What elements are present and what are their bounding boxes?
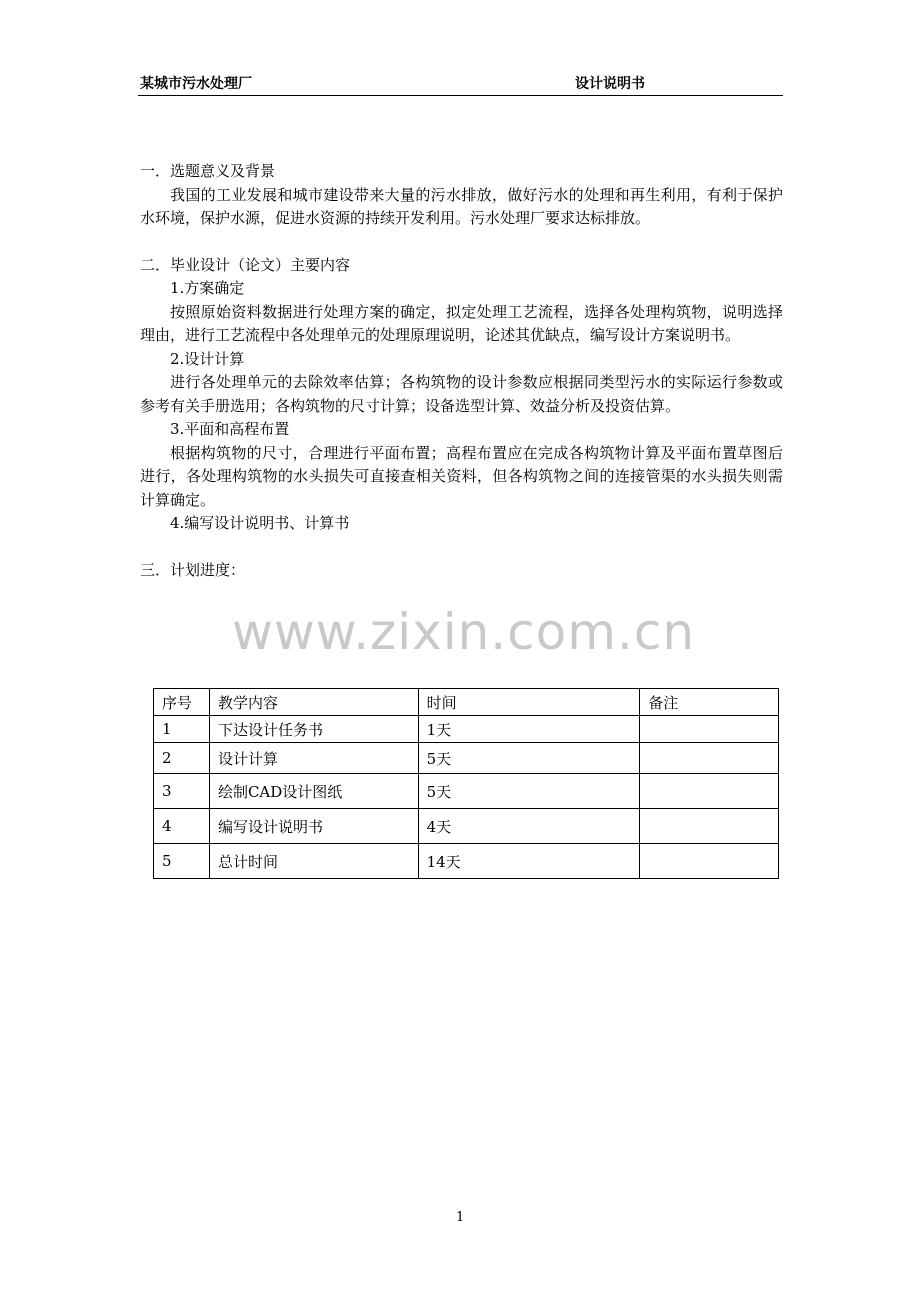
table-cell xyxy=(640,809,779,844)
table-cell: 下达设计任务书 xyxy=(209,716,418,743)
section-2-1-body: 按照原始资料数据进行处理方案的确定，拟定处理工艺流程，选择各处理构筑物，说明选择理由，进行工艺流程中各处理单元的处理原理说明，论述其优缺点，编写设计方案说明书。 xyxy=(140,302,783,344)
table-cell: 5天 xyxy=(418,774,640,809)
section-2-3-body: 根据构筑物的尺寸，合理进行平面布置；高程布置应在完成各构筑物计算及平面布置草图后进行，各处理构筑物的水头损失可直接查相关资料，但各构筑物之间的连接管渠的水头损失则需计算确定。 xyxy=(140,443,783,509)
table-row xyxy=(154,844,779,879)
table-cell xyxy=(640,774,779,809)
header-divider xyxy=(138,95,783,96)
table-row xyxy=(154,743,779,774)
table-cell xyxy=(640,716,779,743)
section-2-3-title: 3.平面和高程布置 xyxy=(170,420,290,438)
table-cell: 编写设计说明书 xyxy=(209,809,418,844)
table-cell: 5 xyxy=(154,844,210,879)
table-cell: 设计计算 xyxy=(209,743,418,774)
table-cell: 4 xyxy=(154,809,210,844)
table-cell xyxy=(640,743,779,774)
table-cell xyxy=(640,844,779,879)
table-cell: 绘制CAD设计图纸 xyxy=(209,774,418,809)
table-cell: 14天 xyxy=(418,844,640,879)
document-body xyxy=(140,160,783,582)
section-2-2-title: 2.设计计算 xyxy=(170,349,245,368)
section-2-1-title: 1.方案确定 xyxy=(170,279,245,297)
schedule-table xyxy=(153,688,779,879)
page-header-left: 某城市污水处理厂 xyxy=(140,76,252,92)
table-cell: 2 xyxy=(154,743,210,774)
table-cell: 总计时间 xyxy=(209,844,418,879)
table-row xyxy=(154,716,779,743)
table-cell: 1天 xyxy=(418,716,640,743)
section-2-2-body: 进行各处理单元的去除效率估算；各构筑物的设计参数应根据同类型污水的实际运行参数或参考有关手册选用；各构筑物的尺寸计算；设备选型计算、效益分析及投资估算。 xyxy=(140,373,783,415)
table-header-cell: 备注 xyxy=(640,689,779,716)
section-1-body: 我国的工业发展和城市建设带来大量的污水排放，做好污水的处理和再生利用，有利于保护水环境，保护水源，促进水资源的持续开发利用。污水处理厂要求达标排放。 xyxy=(140,185,783,227)
table-cell: 5天 xyxy=(418,743,640,774)
page-header-right: 设计说明书 xyxy=(575,76,645,92)
table-cell: 1 xyxy=(154,716,210,743)
table-cell: 4天 xyxy=(418,809,640,844)
table-header-cell: 序号 xyxy=(154,689,210,716)
section-2-title: 二．毕业设计（论文）主要内容 xyxy=(140,255,351,274)
section-2-4-title: 4.编写设计说明书、计算书 xyxy=(170,514,350,532)
table-row xyxy=(154,774,779,809)
table-header-row xyxy=(154,689,779,716)
table-cell: 3 xyxy=(154,774,210,809)
watermark: www.zixin.com.cn xyxy=(232,603,696,661)
table-row xyxy=(154,809,779,844)
table-header-cell: 时间 xyxy=(418,689,640,716)
table-header-cell: 教学内容 xyxy=(209,689,418,716)
section-3-title: 三．计划进度： xyxy=(140,560,246,579)
section-1-title: 一．选题意义及背景 xyxy=(140,162,276,180)
page-number: 1 xyxy=(456,1210,465,1225)
